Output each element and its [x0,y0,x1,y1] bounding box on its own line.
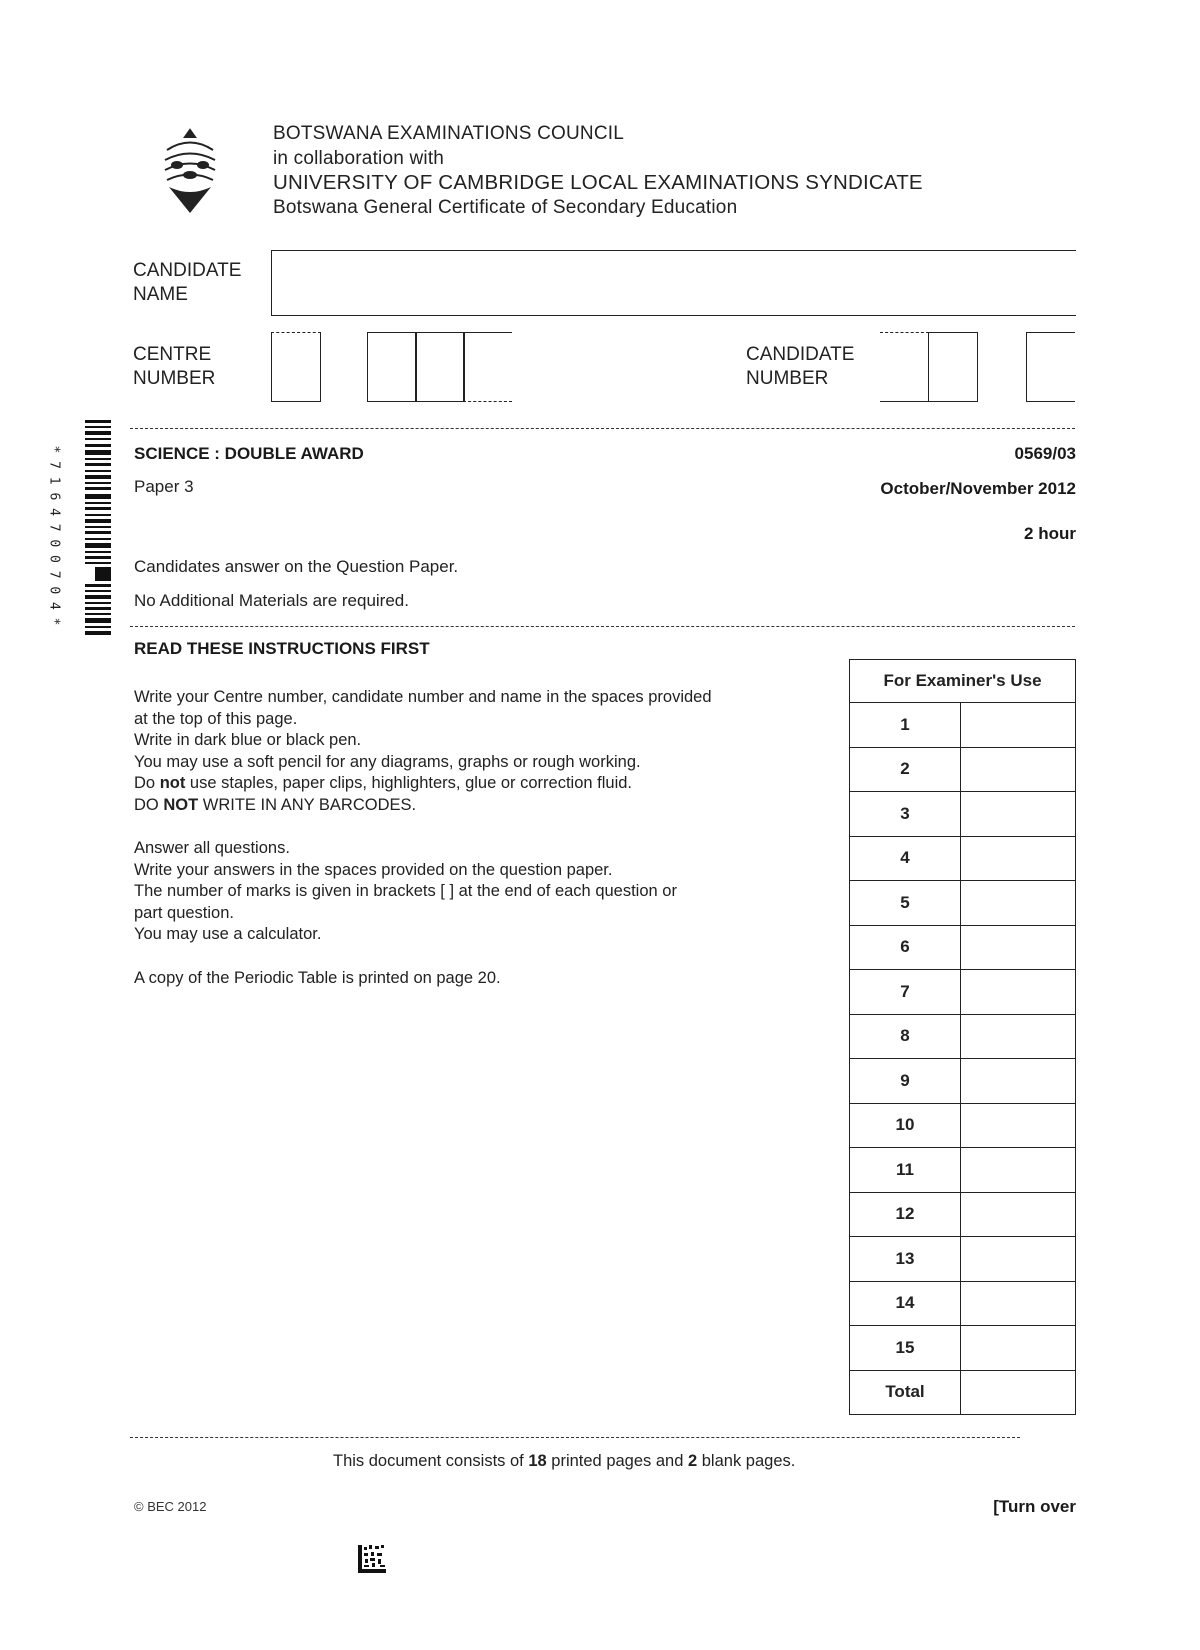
centre-number-label-2: NUMBER [133,368,216,389]
barcode-icon [83,420,113,640]
subject-title: SCIENCE : DOUBLE AWARD [134,444,364,463]
turn-over-label: [Turn over [993,1497,1076,1516]
mark-cell [961,1103,1076,1148]
table-row [850,925,1076,970]
table-row [850,747,1076,792]
question-number: 4 [850,836,961,881]
question-number: 9 [850,1059,961,1104]
barcode-digits: * 7 1 6 4 7 0 0 7 0 4 * [46,445,62,626]
instruction-line: Answer all questions. [134,839,290,857]
datamatrix-code [358,1545,386,1573]
page-count-pre: This document consists of [333,1452,529,1470]
mark-cell [961,1148,1076,1193]
question-number: 5 [850,881,961,926]
candidate-number-label-2: NUMBER [746,368,829,389]
mark-cell [961,703,1076,748]
instruction-barcode-pre: DO [134,795,164,814]
question-number: 12 [850,1192,961,1237]
question-number: 15 [850,1326,961,1371]
instruction-line: Write your answers in the spaces provided on the question paper. [134,860,613,879]
question-number: 3 [850,792,961,837]
table-row [850,1326,1076,1371]
mark-cell [961,1059,1076,1104]
centre-number-label-1: CENTRE [133,344,212,365]
candidate-number-box-1[interactable] [880,332,929,402]
page-count-post: blank pages. [697,1452,796,1470]
centre-number-box-2[interactable] [367,332,417,402]
instruction-line: The number of marks is given in brackets [ ] at the end of each question or [134,882,677,900]
question-number: 10 [850,1103,961,1148]
table-row [850,1281,1076,1326]
examiner-use-heading: For Examiner's Use [850,660,1076,703]
certificate-name: Botswana General Certificate of Secondary Education [273,197,738,218]
instruction-line: part question. [134,903,234,922]
qr-code-icon [358,1545,386,1573]
table-row [850,1103,1076,1148]
examiner-use-table [849,659,1076,1415]
mark-cell [961,1326,1076,1371]
mark-cell [961,925,1076,970]
question-number: 6 [850,925,961,970]
blank-pages-count: 2 [687,1452,698,1470]
candidate-number-box-3[interactable] [1026,332,1075,402]
candidate-number-label-1: CANDIDATE [746,344,855,365]
instruction-staples-pre: Do [134,774,160,792]
printed-pages-count: 18 [528,1452,547,1470]
table-row [850,836,1076,881]
table-row [850,1014,1076,1059]
question-number: 1 [850,703,961,748]
section-divider [130,428,1075,429]
instruction-line: You may use a soft pencil for any diagrams, graphs or rough working. [134,752,641,771]
footer-divider [130,1437,1020,1438]
table-row [850,792,1076,837]
instructions-body [134,687,834,989]
table-row [850,1148,1076,1193]
instructions-heading: READ THESE INSTRUCTIONS FIRST [134,639,430,658]
mark-cell [961,747,1076,792]
table-row [850,1059,1076,1104]
instruction-staples [134,773,834,795]
table-row [850,703,1076,748]
page-count-note [333,1452,795,1471]
candidate-name-label-1: CANDIDATE [133,260,242,281]
mark-cell [961,970,1076,1015]
exam-duration: 2 hour [1024,524,1076,543]
table-row [850,1192,1076,1237]
instruction-line: Write in dark blue or black pen. [134,731,362,749]
total-mark-cell [961,1370,1076,1415]
mark-cell [961,1014,1076,1059]
question-number: 13 [850,1237,961,1282]
centre-number-box-1[interactable] [271,332,321,402]
bec-emblem-icon [155,125,225,220]
instruction-line: Write your Centre number, candidate number and name in the spaces provided [134,688,712,706]
question-number: 7 [850,970,961,1015]
mark-cell [961,792,1076,837]
paper-number: Paper 3 [134,477,194,496]
instructions-divider [130,626,1075,627]
table-row [850,1370,1076,1415]
candidate-number-box-2[interactable] [928,332,978,402]
syllabus-code: 0569/03 [1014,444,1076,463]
mark-cell [961,836,1076,881]
mark-cell [961,1237,1076,1282]
mark-cell [961,1192,1076,1237]
question-number: 14 [850,1281,961,1326]
candidate-name-label-2: NAME [133,284,188,305]
instruction-staples-bold: not [159,774,186,792]
instruction-barcode-bold: NOT [163,795,199,814]
collab-text: in collaboration with [273,148,445,169]
answer-note: Candidates answer on the Question Paper. [134,557,459,576]
page-count-mid: printed pages and [546,1452,688,1470]
table-row [850,881,1076,926]
table-row [850,970,1076,1015]
periodic-table-note: A copy of the Periodic Table is printed on page 20. [134,968,501,987]
mark-cell [961,1281,1076,1326]
total-label: Total [850,1370,961,1415]
instruction-staples-post: use staples, paper clips, highlighters, glue or correction fluid. [185,774,632,792]
syndicate-name: UNIVERSITY OF CAMBRIDGE LOCAL EXAMINATIONS SYNDICATE [273,171,923,194]
council-name: BOTSWANA EXAMINATIONS COUNCIL [273,123,625,144]
mark-cell [961,881,1076,926]
materials-note: No Additional Materials are required. [134,591,409,610]
table-row [850,1237,1076,1282]
exam-session: October/November 2012 [880,479,1076,498]
instruction-barcode [134,795,834,817]
centre-number-box-3[interactable] [415,332,465,402]
instruction-line: You may use a calculator. [134,925,322,943]
centre-number-box-4[interactable] [463,332,512,402]
question-number: 11 [850,1148,961,1193]
instruction-line: at the top of this page. [134,709,298,728]
bec-logo [155,125,225,220]
instruction-barcode-post: WRITE IN ANY BARCODES. [198,795,417,814]
question-number: 2 [850,747,961,792]
side-barcode [83,420,113,640]
candidate-name-field[interactable] [271,250,1076,316]
question-number: 8 [850,1014,961,1059]
copyright-notice: © BEC 2012 [134,1499,207,1514]
